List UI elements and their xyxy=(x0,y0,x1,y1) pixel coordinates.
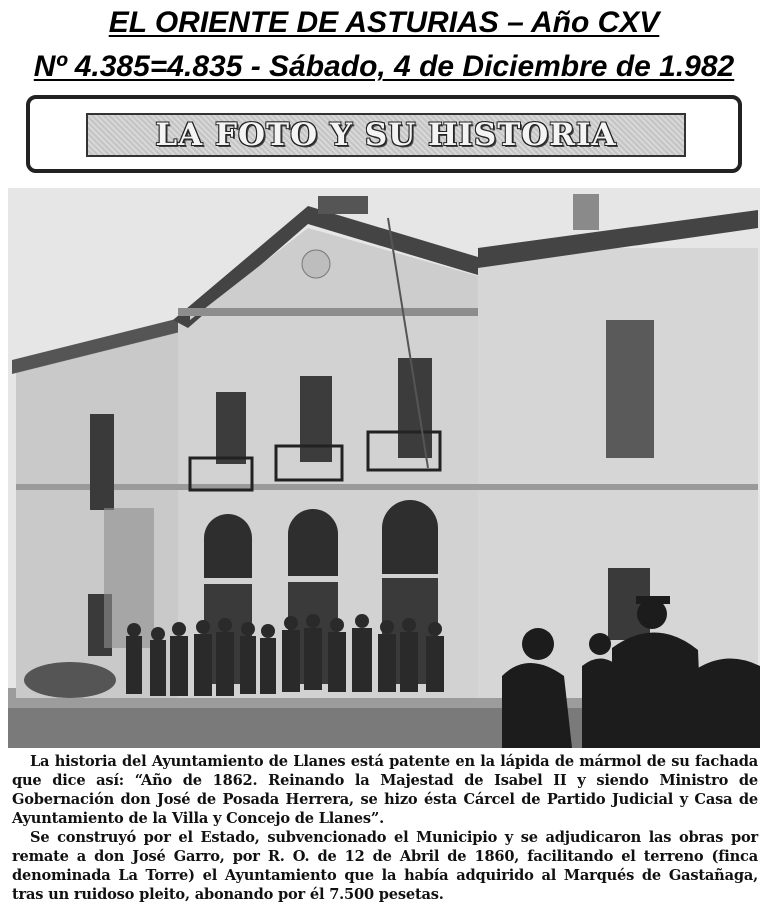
section-banner-plate xyxy=(86,113,686,157)
section-banner xyxy=(26,95,742,173)
historic-photo xyxy=(8,188,760,748)
issue-date-line: Nº 4.385=4.835 - Sábado, 4 de Diciembre de 1.982 xyxy=(33,50,735,83)
newspaper-title: EL ORIENTE DE ASTURIAS – Año CXV xyxy=(108,6,660,39)
town-hall-illustration xyxy=(8,188,760,748)
section-title: LA FOTO Y SU HISTORIA xyxy=(155,117,617,153)
caption-paragraph-2: Se construyó por el Estado, subvencionado el Municipio y se adjudicaron las obras por remate a don José Garro, por R. O. de 12 de Abril de 1860, facilitando el terreno (finca denominada La Torre) el Ayuntamiento que la había adquirido al Marqués de Gastañaga, tras un ruidoso pleito, abonando por él 7.500 pesetas. xyxy=(12,829,758,903)
article-caption xyxy=(12,752,758,904)
caption-paragraph-1: La historia del Ayuntamiento de Llanes está patente en la lápida de mármol de su fachada que dice así: “Año de 1862. Reinando la Majestad de Isabel II y siendo Ministro de Gobernación don José de Posada Herrera, se hizo ésta Cárcel de Partido Judicial y Casa de Ayuntamiento de la Villa y Concejo de Llanes”. xyxy=(12,753,758,827)
